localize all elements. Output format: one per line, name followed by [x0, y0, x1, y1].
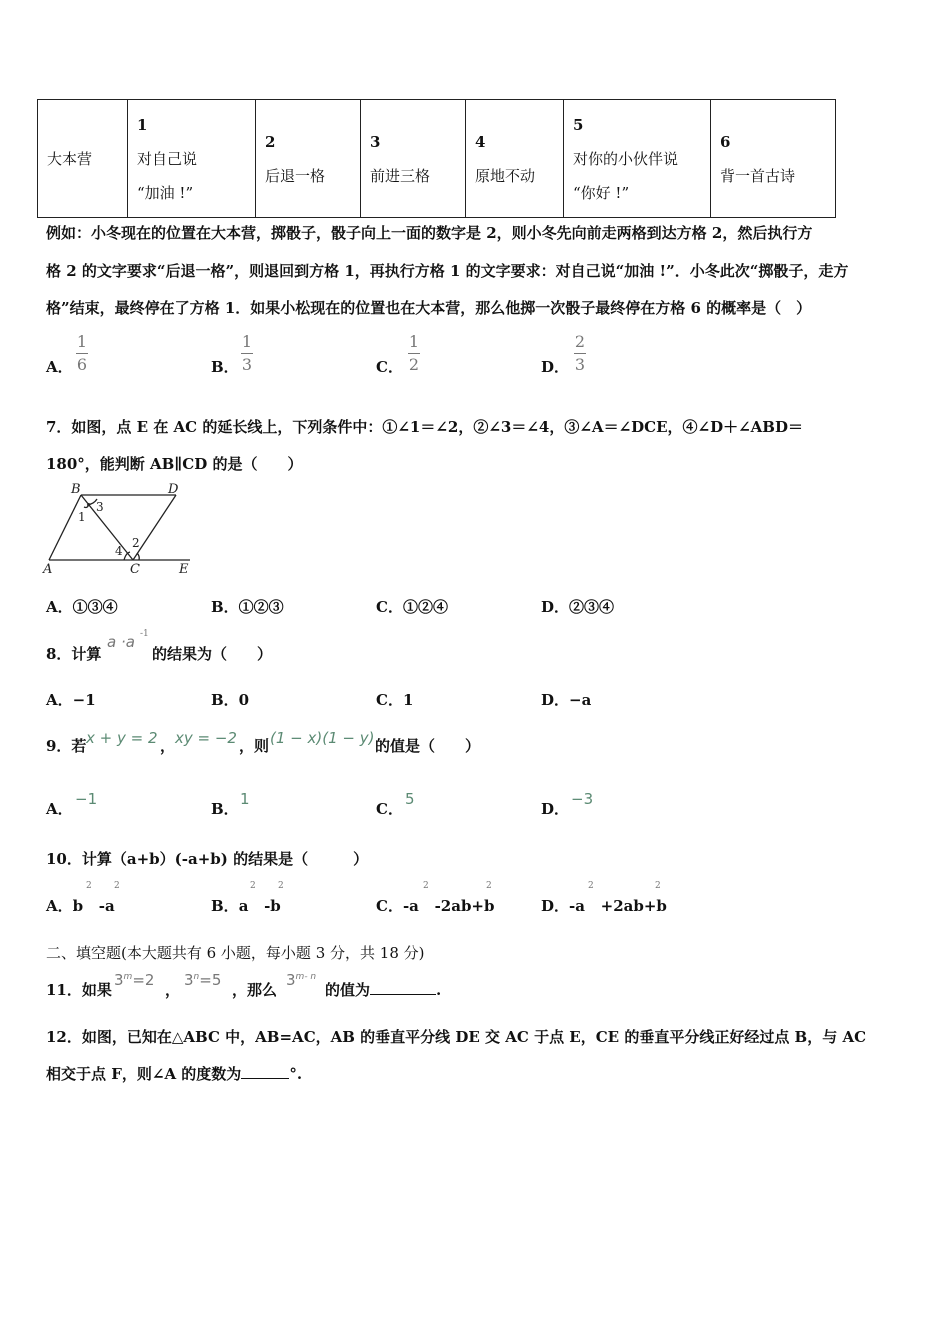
q11-comma: ， — [165, 981, 181, 999]
q9-expression-3: (1 − x)(1 − y) — [270, 729, 375, 747]
q9-option-c-value: 5 — [405, 790, 415, 808]
q6-option-a-label: A． — [46, 358, 73, 376]
q12-answer-blank[interactable] — [241, 1078, 289, 1079]
q10-text: 10．计算（a+b）(-a+b) 的结果是（ ） — [46, 850, 369, 868]
cell-start: 大本营 — [38, 100, 128, 218]
q11-expression-1: $3^m=2$ — [114, 971, 155, 989]
q9-separator: ， — [160, 737, 176, 755]
q11-expression-3: 3$^{m- n}$ — [286, 971, 317, 989]
q8-exponent: -1 — [140, 629, 149, 639]
q9-option-c-label: C． — [376, 800, 403, 818]
line-ab — [49, 495, 81, 560]
q6-line2: 格 2 的文字要求“后退一格”，则退回到方格 1，再执行方格 1 的文字要求：对自己说“加油 !”．小冬此次“掷骰子，走方 — [46, 262, 849, 280]
q12-line1: 12．如图，已知在△ABC 中，AB=AC，AB 的垂直平分线 DE 交 AC 于点 E，CE 的垂直平分线正好经过点 B，与 AC — [46, 1028, 867, 1046]
q10-option-c-sup-2: 2 — [486, 881, 492, 891]
q10-option-a: A．b -a — [46, 897, 115, 915]
q9-expression-2: xy = −2 — [175, 729, 237, 747]
q8-prefix: 8．计算 — [46, 645, 102, 663]
arc-2 — [137, 553, 139, 560]
q11-prefix: 11．如果 — [46, 981, 112, 999]
q9-option-d-value: −3 — [571, 790, 594, 808]
q10-option-b-sup-1: 2 — [250, 881, 256, 891]
dice-board-table — [37, 99, 836, 218]
q7-option-d: D．②③④ — [541, 598, 615, 616]
q7-option-a: A．①③④ — [46, 598, 118, 616]
q6-option-d-fraction: 2 3 — [574, 332, 586, 374]
q8-option-d: D．−a — [541, 691, 592, 709]
q8-suffix: 的结果为（ ） — [152, 645, 273, 663]
cell-2: 2 后退一格 — [256, 100, 361, 218]
q9-suffix: 的值是（ ） — [375, 737, 481, 755]
q6-option-c-fraction: 1 2 — [408, 332, 420, 374]
q6-option-b-label: B． — [211, 358, 239, 376]
angle-label-1: 1 — [78, 510, 86, 524]
q10-option-d-sup-2: 2 — [655, 881, 661, 891]
q9-option-a-label: A． — [46, 800, 73, 818]
q9-option-a-value: −1 — [75, 790, 98, 808]
q10-option-d-sup-1: 2 — [588, 881, 594, 891]
q11-mid: ，那么 — [232, 981, 278, 999]
q11-answer-blank[interactable] — [370, 994, 436, 995]
q8-option-a: A．−1 — [46, 691, 96, 709]
q6-option-d-label: D． — [541, 358, 570, 376]
label-a: A — [43, 562, 53, 577]
q10-option-b: B．a -b — [211, 897, 281, 915]
q10-option-a-sup-2: 2 — [114, 881, 120, 891]
q6-option-c-label: C． — [376, 358, 403, 376]
q11-suffix: 的值为 . — [325, 981, 442, 999]
q9-option-d-label: D． — [541, 800, 570, 818]
q9-then: ，则 — [239, 737, 270, 755]
q7-figure — [40, 478, 200, 578]
q10-option-c: C．-a -2ab+b — [376, 897, 495, 915]
q10-option-d: D．-a +2ab+b — [541, 897, 667, 915]
q9-option-b-value: 1 — [240, 790, 250, 808]
q6-option-b-fraction: 1 3 — [241, 332, 253, 374]
angle-label-4: 4 — [115, 544, 123, 558]
q7-line1: 7．如图，点 E 在 AC 的延长线上，下列条件中：①∠1＝∠2，②∠3＝∠4，③∠A＝∠DCE，④∠D＋∠ABD＝ — [46, 418, 803, 436]
q9-prefix: 9．若 — [46, 737, 87, 755]
label-b: B — [71, 482, 81, 497]
angle-label-2: 2 — [132, 536, 140, 550]
q7-option-b: B．①②③ — [211, 598, 284, 616]
q9-expression-1: x + y = 2 — [86, 729, 158, 747]
q8-expression: a ·a — [107, 633, 135, 651]
cell-3: 3 前进三格 — [361, 100, 466, 218]
line-dc — [133, 495, 176, 560]
q7-line2: 180°，能判断 AB∥CD 的是（ ） — [46, 455, 303, 473]
cell-5: 5 对你的小伙伴说 “你好 !” — [564, 100, 711, 218]
q8-option-c: C．1 — [376, 691, 414, 709]
label-d: D — [168, 482, 179, 497]
q11-expression-2: $3^n=5$ — [184, 971, 222, 989]
angle-label-3: 3 — [96, 500, 104, 514]
cell-6: 6 背一首古诗 — [711, 100, 836, 218]
q10-option-c-sup-1: 2 — [423, 881, 429, 891]
q10-option-b-sup-2: 2 — [278, 881, 284, 891]
q6-option-a-fraction: 1 6 — [76, 332, 88, 374]
q6-line3: 格”结束，最终停在了方格 1．如果小松现在的位置也在大本营，那么他掷一次骰子最终停在方格 6 的概率是（ ） — [46, 299, 812, 317]
q6-line1: 例如：小冬现在的位置在大本营，掷骰子，骰子向上一面的数字是 2，则小冬先向前走两格到达方格 2，然后执行方 — [46, 224, 813, 242]
cell-1: 1 对自己说 “加油 !” — [128, 100, 256, 218]
q12-line2: 相交于点 F，则∠A 的度数为 °. — [46, 1065, 303, 1083]
cell-4: 4 原地不动 — [466, 100, 564, 218]
q10-option-a-sup-1: 2 — [86, 881, 92, 891]
q7-option-c: C．①②④ — [376, 598, 448, 616]
label-e: E — [179, 562, 189, 577]
label-c: C — [130, 562, 140, 577]
q8-option-b: B．0 — [211, 691, 250, 709]
section-heading-fill-in: 二、填空题(本大题共有 6 小题，每小题 3 分，共 18 分) — [46, 944, 425, 962]
arc-1 — [84, 503, 89, 508]
q9-option-b-label: B． — [211, 800, 239, 818]
